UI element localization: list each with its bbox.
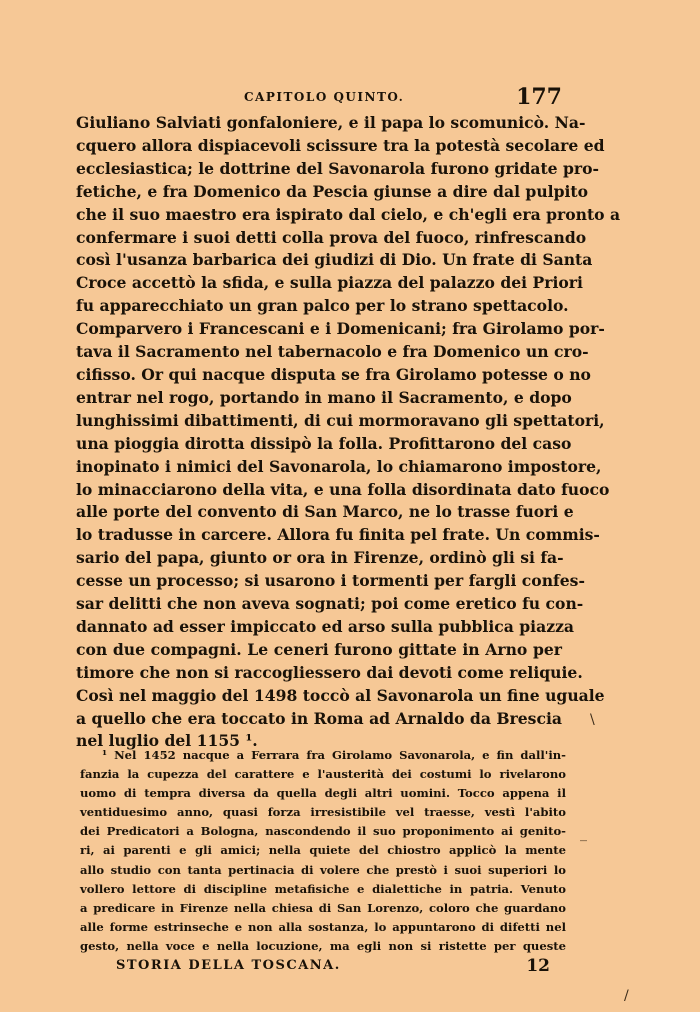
text-line: entrar nel rogo, portando in mano il Sacramento, e dopo [76,387,572,407]
signature-mark: STORIA DELLA TOSCANA. [116,958,341,973]
text-line: che il suo maestro era ispirato dal cielo, e ch'egli era pronto a [76,204,621,224]
text-line: alle porte del convento di San Marco, ne lo trasse fuori e [76,502,574,522]
footnote-line: allo studio con tanta pertinacia di volere che prestò i suoi superiori lo [80,862,566,877]
text-line: cquero allora dispiacevoli scissure tra la potestà secolare ed [76,135,605,155]
signature-number: 12 [526,956,550,976]
footnote-line: a predicare in Firenze nella chiesa di San Lorenzo, coloro che guardano [80,900,566,915]
text-line: nel luglio del 1155 ¹. [76,731,258,751]
footnote-line: dei Predicatori a Bologna, nascondendo il suo proponimento ai genito- [80,824,566,839]
text-line: lo tradusse in carcere. Allora fu finita pel frate. Un commis- [76,525,600,545]
text-line: timore che non si raccogliessero dai devoti come reliquie. [76,662,583,682]
text-line: tava il Sacramento nel tabernacolo e fra Domenico un cro- [76,342,589,362]
text-line: Così nel maggio del 1498 toccò al Savonarola un fine uguale [76,685,605,705]
footnote-line: fanzia la cupezza del carattere e l'austerità dei costumi lo rivelarono [80,767,566,782]
footnote [80,746,566,956]
footnote-line: uomo di tempra diversa da quella degli altri uomini. Tocco appena il [80,786,566,801]
main-text [76,112,621,753]
page-footer [116,956,550,978]
text-line: Giuliano Salviati gonfaloniere, e il papa lo scomunicò. Na- [76,113,586,132]
text-line: cesse un processo; si usarono i tormenti per fargli confes- [76,571,585,591]
text-line: fu apparecchiato un gran palco per lo strano spettacolo. [76,296,569,316]
text-line: dannato ad esser impiccato ed arso sulla pubblica piazza [76,616,575,636]
page-header [76,84,562,110]
margin-mark: _ [580,826,587,842]
text-line: fetiche, e fra Domenico da Pescia giunse a dire dal pulpito [76,181,589,201]
text-line: con due compagni. Le ceneri furono gittate in Arno per [76,639,562,659]
text-line: inopinato i nimici del Savonarola, lo chiamarono impostore, [76,456,602,476]
footnote-line: ventiduesimo anno, quasi forza irresistibile vel traesse, vestì l'abito [80,805,566,820]
running-title: CAPITOLO QUINTO. [244,90,405,104]
margin-mark: / [624,988,629,1004]
text-line: ecclesiastica; le dottrine del Savonarola furono gridate pro- [76,158,600,178]
text-line: sario del papa, giunto or ora in Firenze, ordinò gli si fa- [76,548,564,568]
text-line: a quello che era toccato in Roma ad Arnaldo da Brescia [76,708,562,728]
text-line: lo minacciarono della vita, e una folla disordinata dato fuoco [76,479,610,499]
text-line: Comparvero i Francescani e i Domenicani; fra Girolamo por- [76,319,605,339]
text-line: confermare i suoi detti colla prova del fuoco, rinfrescando [76,227,587,247]
text-line: cifisso. Or qui nacque disputa se fra Girolamo potesse o no [76,364,591,384]
text-line: sar delitti che non aveva sognati; poi come eretico fu con- [76,594,584,614]
footnote-line: gesto, nella voce e nella locuzione, ma egli non si ristette per queste [80,938,566,953]
text-line: lunghissimi dibattimenti, di cui mormoravano gli spettatori, [76,410,605,430]
text-line: Croce accettò la sfida, e sulla piazza del palazzo dei Priori [76,273,583,293]
footnote-line: vollero lettore di discipline metafisiche e dialettiche in patria. Venuto [80,881,566,896]
text-line: così l'usanza barbarica dei giudizi di Dio. Un frate di Santa [76,250,593,270]
page-number: 177 [516,84,562,110]
text-line: una pioggia dirotta dissipò la folla. Profittarono del caso [76,433,572,453]
footnote-line: ¹ Nel 1452 nacque a Ferrara fra Girolamo Savonarola, e fin dall'in- [102,748,566,762]
margin-mark: \ [590,712,595,728]
footnote-line: alle forme estrinseche e non alla sostanza, lo appuntarono di difetti nel [80,919,566,934]
footnote-line: ri, ai parenti e gli amici; nella quiete del chiostro applicò la mente [80,843,566,858]
